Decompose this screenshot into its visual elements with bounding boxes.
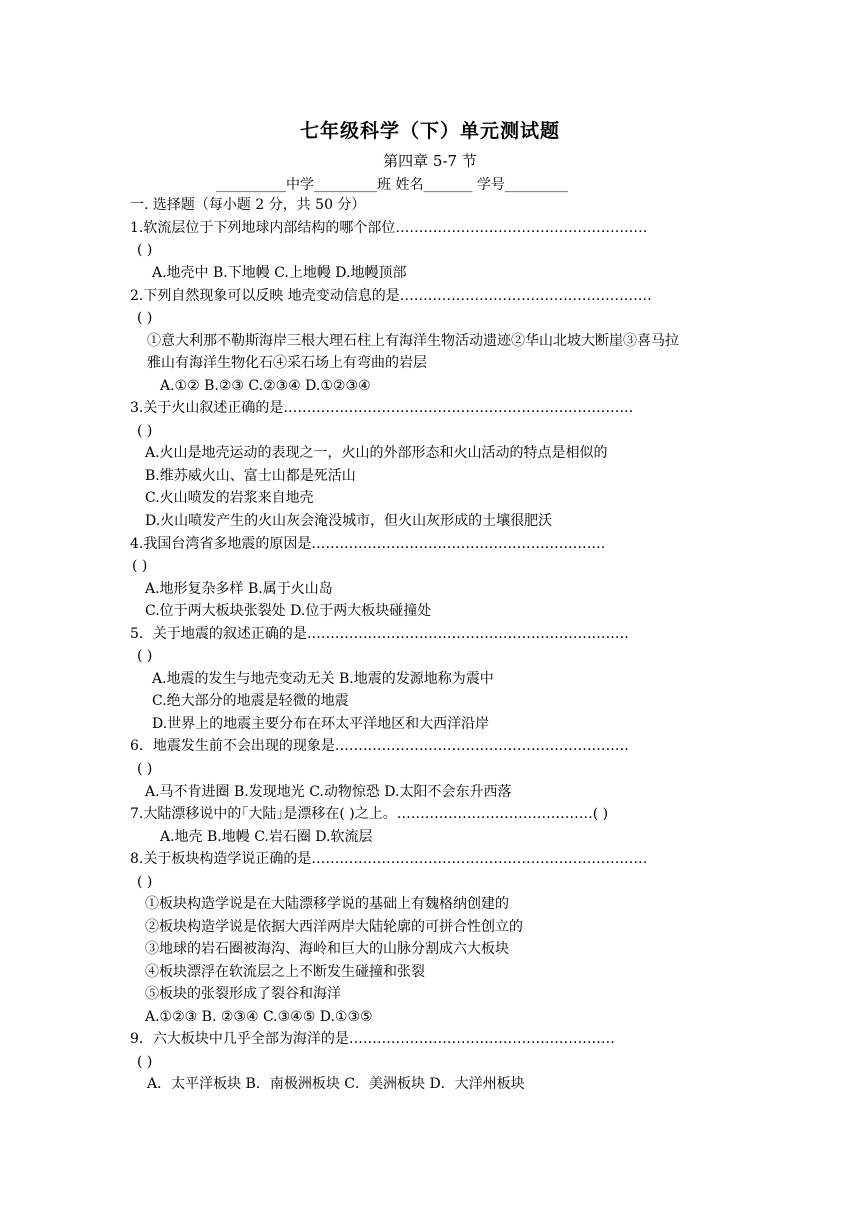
question-5-stem: 5．关于地震的叙述正确的是…………………………………………………………… [130,626,629,642]
question-8-statement-5: ⑤板块的张裂形成了裂谷和海洋 [145,986,341,1002]
question-9-stem: 9．六大板块中几乎全部为海洋的是………………………………………………… [130,1031,615,1047]
question-3-option-d: D.火山喷发产生的火山灰会淹没城市，但火山灰形成的土壤很肥沃 [145,513,553,529]
question-7-stem: 7.大陆漂移说中的｢大陆｣是漂移在( )之上。……………………………………( ) [130,806,609,822]
question-3-answer-paren: ( ) [137,423,153,439]
question-1-stem: 1.软流层位于下列地球内部结构的哪个部位……………………………………………… [130,220,648,236]
question-1-answer-paren: ( ) [137,242,153,258]
question-1-options: A.地壳中 B.下地幔 C.上地幔 D.地幔顶部 [152,265,407,281]
question-4-options-cd: C.位于两大板块张裂处 D.位于两大板块碰撞处 [145,603,432,619]
question-3-stem: 3.关于火山叙述正确的是………………………………………………………………… [130,400,634,416]
question-8-statement-3: ③地球的岩石圈被海沟、海岭和巨大的山脉分割成六大板块 [145,941,509,957]
question-7-options: A.地壳 B.地幔 C.岩石圈 D.软流层 [160,829,373,845]
question-4-stem: 4.我国台湾省多地震的原因是……………………………………………………… [130,536,606,552]
question-8-answer-paren: ( ) [137,874,153,890]
question-3-option-a: A.火山是地壳运动的表现之一，火山的外部形态和火山活动的特点是相似的 [145,445,608,461]
question-4-answer-paren: ( ) [132,558,148,574]
question-2-options: A.①② B.②③ C.②③④ D.①②③④ [160,378,371,394]
student-info-line: __________中学_________班 姓名_______ 学号_________ [216,177,568,193]
question-8-stem: 8.关于板块构造学说正确的是……………………………………………………………… [130,851,648,867]
section-heading: 一. 选择题（每小题 2 分，共 50 分） [130,197,366,213]
question-8-options: A.①②③ B. ②③④ C.③④⑤ D.①③⑤ [145,1009,373,1025]
question-2-stem: 2.下列自然现象可以反映 地壳变动信息的是……………………………………………… [130,288,652,304]
question-2-answer-paren: ( ) [137,310,153,326]
question-8-statement-4: ④板块漂浮在软流层之上不断发生碰撞和张裂 [145,964,425,980]
question-4-options-ab: A.地形复杂多样 B.属于火山岛 [145,581,333,597]
question-6-stem: 6．地震发生前不会出现的现象是……………………………………………………… [130,738,629,754]
question-3-option-b: B.维苏威火山、富士山都是死活山 [145,468,356,484]
question-5-option-d: D.世界上的地震主要分布在环太平洋地区和大西洋沿岸 [152,716,490,732]
chapter-subtitle: 第四章 5-7 节 [383,152,477,170]
question-8-statement-2: ②板块构造学说是依据大西洋两岸大陆轮廓的可拼合性创立的 [145,919,523,935]
question-8-statement-1: ①板块构造学说是在大陆漂移学说的基础上有魏格纳创建的 [145,896,509,912]
exam-title: 七年级科学（下）单元测试题 [299,120,560,142]
question-5-answer-paren: ( ) [137,648,153,664]
question-2-statements-line-2: 雅山有海洋生物化石④采石场上有弯曲的岩层 [147,355,427,371]
question-3-option-c: C.火山喷发的岩浆来自地壳 [145,490,314,506]
question-9-options: A．太平洋板块 B．南极洲板块 C．美洲板块 D．大洋州板块 [147,1076,525,1092]
question-5-options-ab: A.地震的发生与地壳变动无关 B.地震的发源地称为震中 [152,671,494,687]
question-6-answer-paren: ( ) [137,761,153,777]
question-6-options: A.马不肯进圈 B.发现地光 C.动物惊恐 D.太阳不会东升西落 [145,784,512,800]
question-2-statements-line-1: ①意大利那不勒斯海岸三根大理石柱上有海洋生物活动遗迹②华山北坡大断崖③喜马拉 [147,333,679,349]
question-5-option-c: C.绝大部分的地震是轻微的地震 [152,693,349,709]
question-9-answer-paren: ( ) [137,1054,153,1070]
